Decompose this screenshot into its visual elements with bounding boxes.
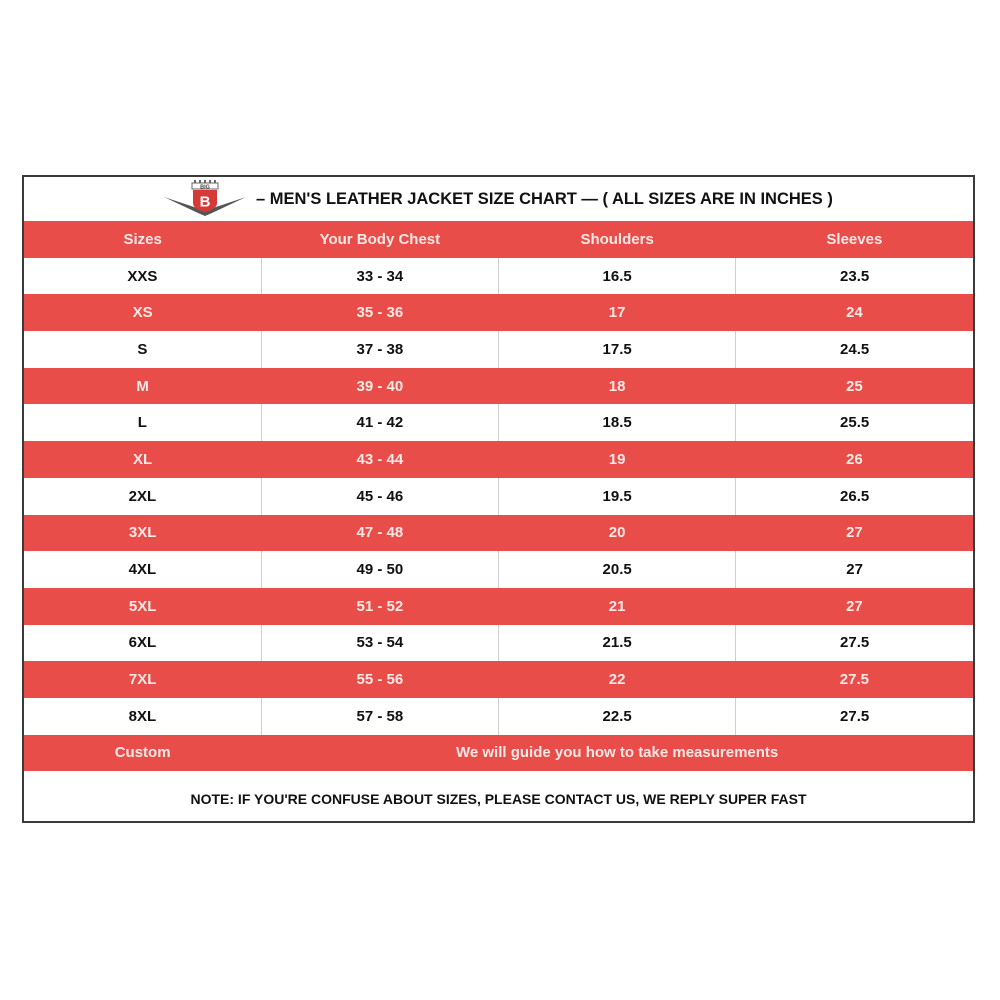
size-cell: XL: [133, 450, 153, 468]
size-table: [24, 221, 973, 771]
shoulders-cell: 20: [608, 524, 626, 542]
table-row: [24, 478, 973, 515]
size-cell: 8XL: [128, 707, 157, 725]
sleeves-cell: 27: [736, 551, 973, 588]
shoulders-cell: 21.5: [499, 625, 736, 662]
size-cell: 6XL: [128, 634, 157, 652]
custom-text: We will guide you how to take measurements: [261, 735, 973, 772]
shoulders-cell: 21: [608, 597, 626, 615]
size-cell: 3XL: [128, 524, 157, 542]
sleeves-cell: 25.5: [736, 404, 973, 441]
shoulders-cell: 18: [608, 377, 626, 395]
column-header-sleeves: Sleeves: [826, 230, 883, 248]
chest-cell: 47 - 48: [356, 524, 404, 542]
shoulders-cell: 19.5: [499, 478, 736, 515]
sleeves-cell: 24.5: [736, 331, 973, 368]
sleeves-cell: 24: [846, 304, 863, 322]
table-row: [24, 441, 973, 478]
chest-cell: 49 - 50: [261, 551, 498, 588]
shoulders-cell: 19: [608, 450, 626, 468]
sleeves-cell: 25: [846, 377, 863, 395]
table-row: [24, 661, 973, 698]
size-cell: 4XL: [128, 561, 157, 579]
size-cell: L: [137, 414, 147, 432]
shoulders-cell: 17.5: [499, 331, 736, 368]
custom-row: [24, 735, 973, 772]
table-row: [24, 588, 973, 625]
chest-cell: 33 - 34: [261, 258, 498, 295]
sleeves-cell: 27.5: [736, 698, 973, 735]
size-chart-frame: [22, 175, 975, 823]
sleeves-cell: 27.5: [839, 671, 869, 689]
size-cell: M: [136, 377, 149, 395]
sleeves-cell: 26.5: [736, 478, 973, 515]
size-cell: 2XL: [128, 487, 157, 505]
table-header-row: [24, 221, 973, 258]
chest-cell: 37 - 38: [261, 331, 498, 368]
chest-cell: 53 - 54: [261, 625, 498, 662]
table-row: [24, 258, 973, 295]
custom-label: Custom: [24, 735, 261, 772]
sleeves-cell: 26: [846, 450, 863, 468]
chest-cell: 51 - 52: [356, 597, 404, 615]
size-cell: XXS: [127, 267, 158, 285]
brand-logo: [162, 179, 248, 217]
chest-cell: 39 - 40: [356, 377, 404, 395]
shoulders-cell: 20.5: [499, 551, 736, 588]
shoulders-cell: 22: [608, 671, 626, 689]
table-row: [24, 698, 973, 735]
contact-note: NOTE: IF YOU'RE CONFUSE ABOUT SIZES, PLEASE CONTACT US, WE REPLY SUPER FAST: [190, 791, 807, 807]
logo-text-top: BIG: [200, 184, 210, 191]
size-cell: S: [137, 340, 148, 358]
shoulders-cell: 18.5: [499, 404, 736, 441]
shoulders-cell: 17: [608, 304, 626, 322]
chest-cell: 35 - 36: [356, 304, 404, 322]
chest-cell: 43 - 44: [356, 450, 404, 468]
chest-cell: 45 - 46: [261, 478, 498, 515]
chart-title: – MEN'S LEATHER JACKET SIZE CHART — ( ALL SIZES ARE IN INCHES ): [256, 190, 833, 208]
column-header-chest: Your Body Chest: [319, 230, 441, 248]
title-row: [24, 177, 973, 221]
size-cell: 7XL: [128, 671, 157, 689]
table-row: [24, 551, 973, 588]
column-header-sizes: Sizes: [123, 230, 162, 248]
size-cell: 5XL: [128, 597, 157, 615]
sleeves-cell: 27.5: [736, 625, 973, 662]
table-row: [24, 625, 973, 662]
table-row: [24, 404, 973, 441]
logo-letter: B: [199, 193, 211, 211]
shoulders-cell: 16.5: [499, 258, 736, 295]
chest-cell: 55 - 56: [356, 671, 404, 689]
table-row: [24, 368, 973, 405]
chest-cell: 41 - 42: [261, 404, 498, 441]
sleeves-cell: 27: [846, 597, 863, 615]
chest-cell: 57 - 58: [261, 698, 498, 735]
sleeves-cell: 27: [846, 524, 863, 542]
column-header-shoulders: Shoulders: [580, 230, 654, 248]
sleeves-cell: 23.5: [736, 258, 973, 295]
table-row: [24, 515, 973, 552]
table-row: [24, 331, 973, 368]
size-cell: XS: [132, 304, 153, 322]
table-row: [24, 294, 973, 331]
shoulders-cell: 22.5: [499, 698, 736, 735]
